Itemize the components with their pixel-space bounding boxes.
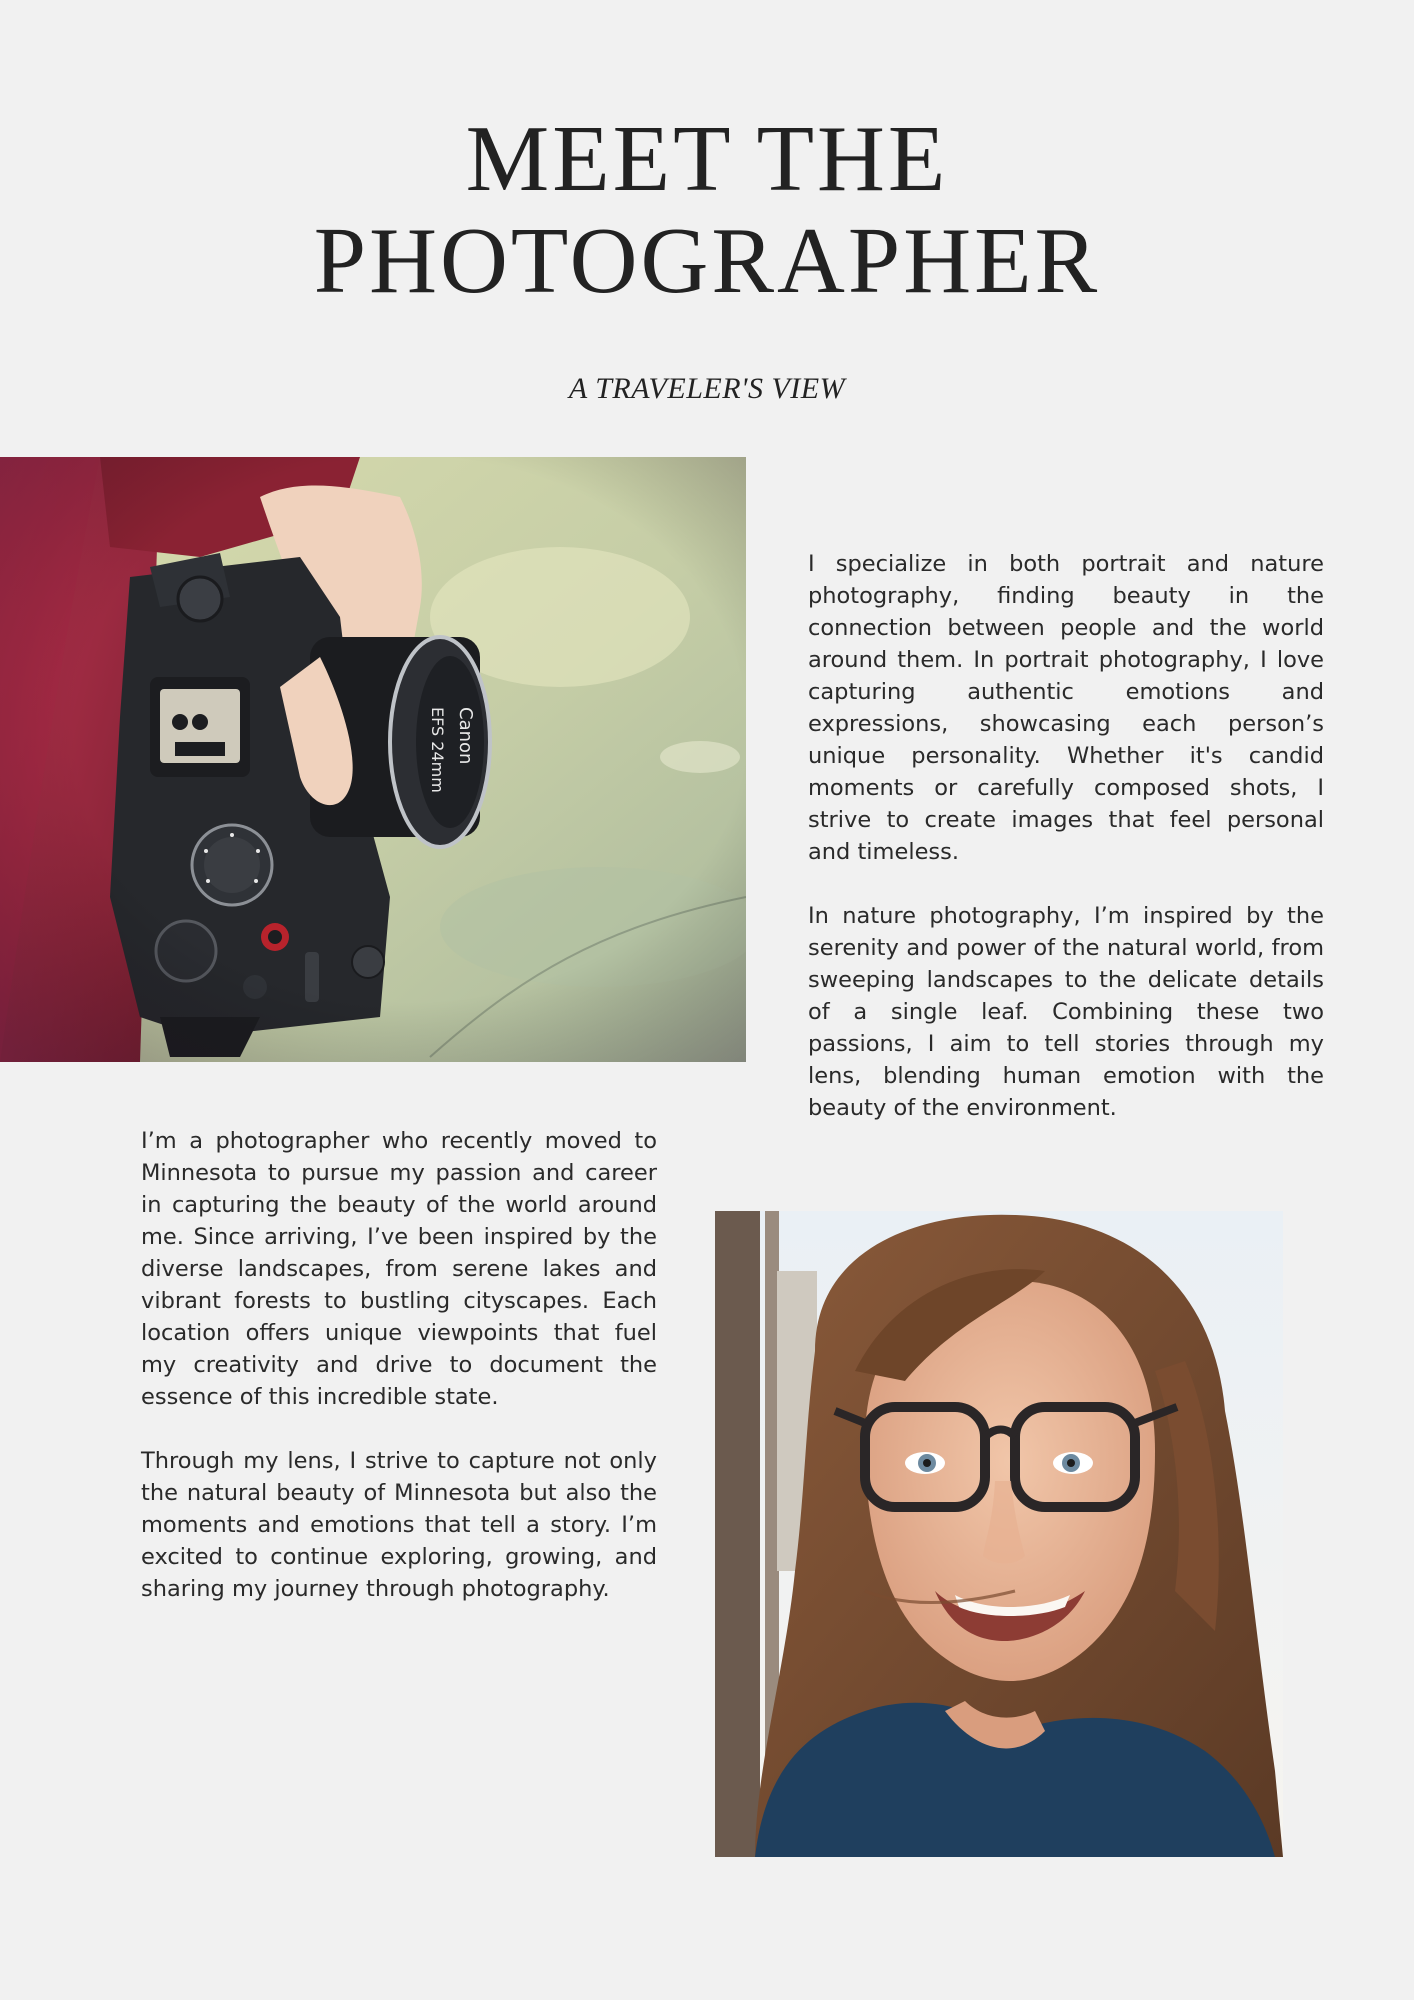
camera-photo: [0, 457, 746, 1062]
portrait-photo: [715, 1211, 1283, 1857]
title-line-1: MEET THE: [465, 107, 949, 211]
left-paragraph-1: I’m a photographer who recently moved to Minnesota to pursue my passion and career in capturing the beauty of the world around me. Since arriving, I’ve been inspired by the diverse landscapes, from serene lakes and vibrant forests to bustling cityscapes. Each location offers unique viewpoints that fuel my creativity and drive to document the essence of this incredible state.: [141, 1128, 657, 1410]
title-line-2: PHOTOGRAPHER: [313, 209, 1101, 313]
page-subtitle: A TRAVELER'S VIEW: [568, 372, 846, 405]
right-text-column: [808, 548, 1324, 1156]
right-paragraph-1: I specialize in both portrait and nature photography, finding beauty in the connection between people and the world around them. In portrait photography, I love capturing authentic emotions and expressions, showcasing each person’s unique personality. Whether it's candid moments or carefully composed shots, I strive to create images that feel personal and timeless.: [808, 551, 1324, 865]
left-text-column: [141, 1125, 657, 1637]
right-paragraph-2: In nature photography, I’m inspired by the serenity and power of the natural world, from sweeping landscapes to the delicate details of a single leaf. Combining these two passions, I aim to tell stories through my lens, blending human emotion with the beauty of the environment.: [808, 903, 1324, 1121]
page-title: [0, 108, 1414, 312]
left-paragraph-2: Through my lens, I strive to capture not only the natural beauty of Minnesota but also the moments and emotions that tell a story. I’m excited to continue exploring, growing, and sharing my journey through photography.: [141, 1448, 657, 1602]
